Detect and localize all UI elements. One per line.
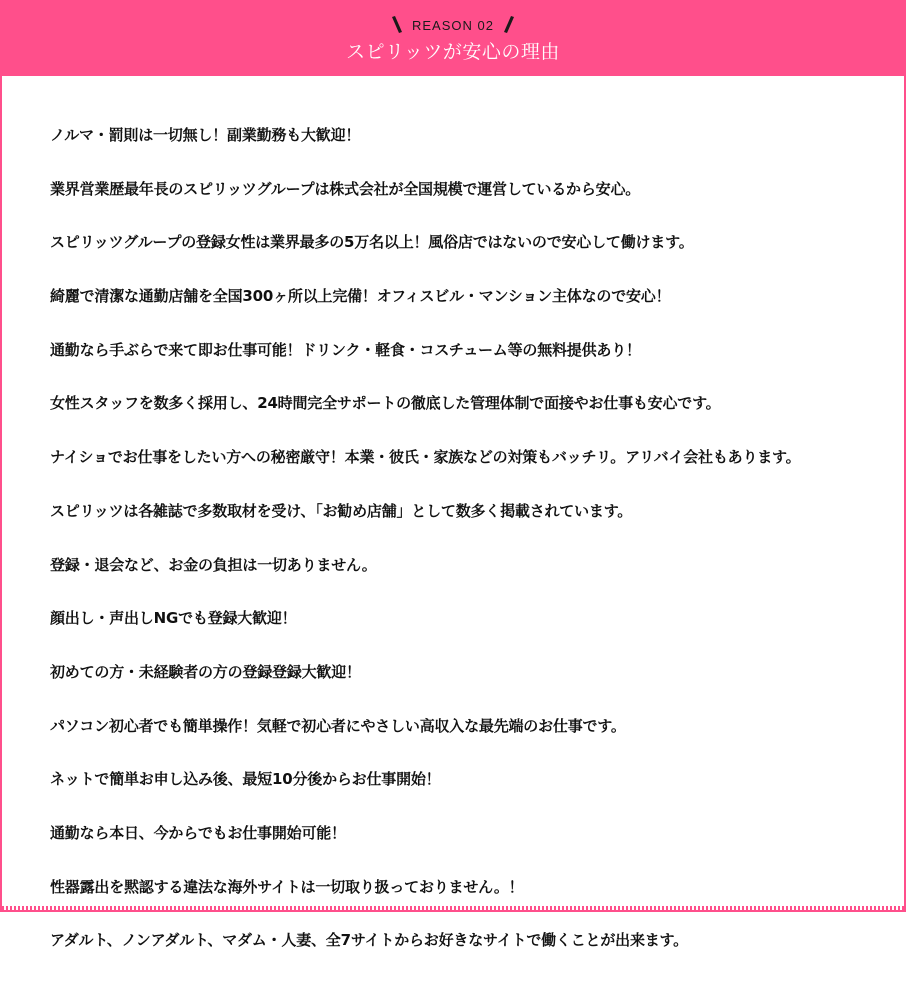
panel-title: スピリッツが安心の理由 [346,41,560,63]
list-item: 通勤なら本日、今からでもお仕事開始可能！ [50,823,346,842]
list-item: パソコン初心者でも簡単操作！気軽で初心者にやさしい高収入な最先端のお仕事です。 [50,716,626,735]
list-item: ナイショでお仕事をしたい方への秘密厳守！本業・彼氏・家族などの対策もバッチリ。アリバイ会社もあります。 [50,448,801,467]
right-slash-icon [502,16,516,34]
left-slash-icon [390,16,404,34]
list-item: ネットで簡単お申し込み後、最短10分後からお仕事開始！ [50,770,441,789]
list-item: ノルマ・罰則は一切無し！副業勤務も大歓迎！ [50,126,361,144]
list-item: 顔出し・声出しNGでも登録大歓迎！ [50,609,297,628]
reason-label: REASON 02 [412,17,494,33]
list-item: 綺麗で清潔な通勤店舗を全国300ヶ所以上完備！オフィスビル・マンション主体なので安心！ [50,287,671,306]
panel-header [2,2,904,76]
list-item: 登録・退会など、お金の負担は一切ありません。 [50,555,377,574]
list-item: 女性スタッフを数多く採用し、24時間完全サポートの徹底した管理体制で面接やお仕事も安心です。 [50,394,721,413]
list-item: 性器露出を黙認する違法な海外サイトは一切取り扱っておりません。！ [50,877,524,896]
list-item: アダルト、ノンアダルト、マダム・人妻、全7サイトからお好きなサイトで働くことが出来ます。 [50,931,688,950]
list-item: 初めての方・未経験者の方の登録登録大歓迎！ [50,662,361,681]
list-item: 通勤なら手ぶらで来て即お仕事可能！ドリンク・軽食・コスチューム等の無料提供あり！ [50,340,641,359]
reason-list [50,125,890,984]
reason-row [2,10,904,40]
bottom-border-pattern [2,906,904,910]
list-item: 業界営業歴最年長のスピリッツグループは株式会社が全国規模で運営しているから安心。 [50,179,641,198]
list-item: スピリッツグループの登録女性は業界最多の5万名以上！風俗店ではないので安心して働けます。 [50,233,694,252]
list-item: スピリッツは各雑誌で多数取材を受け、「お勧め店舗」として数多く掲載されています。 [50,501,633,520]
